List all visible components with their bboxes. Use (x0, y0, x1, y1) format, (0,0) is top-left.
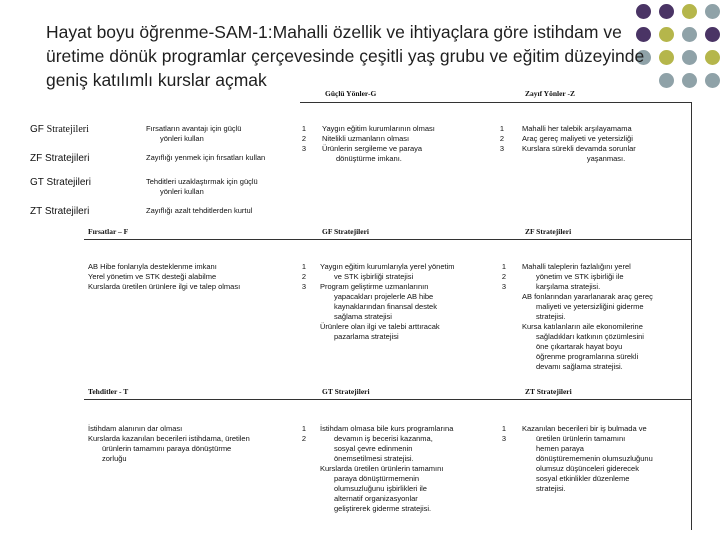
dot (682, 4, 697, 19)
strengths-list: Yaygın eğitim kurumlarının olması Nitelikli uzmanların olması Ürünlerin sergileme ve paraya dönüştürme imkanı. (322, 124, 435, 163)
divider (300, 102, 692, 103)
gf-header: GF Stratejileri (322, 227, 369, 236)
strengths-header: Güçlü Yönler-G (325, 89, 377, 98)
zf-strategies: Mahalli taleplerin fazlalığını yerel yönetim ve STK işbirliği ile karşılama stratejisi. AB fonlarından yararlanarak araç gereç maliyeti ve yetersizliğini giderme stratejisi. Kursa katılanların aile ekonomilerine sağladıkları katkının çözümlesini öne çıkartarak hayat boyu öğrenme programlarına sürekli devamı sağlama stratejisi. (522, 262, 653, 371)
dot (659, 4, 674, 19)
weaknesses-list: Mahalli her talebik arşılayamama Araç gereç maliyeti ve yetersizliği Kurslara sürekli devamda sorunlar yaşanması. (522, 124, 636, 163)
gf-strategies: Yaygın eğitim kurumlarıyla yerel yönetim ve STK işbirliği stratejisi Program geliştirme uzmanlarının yapacakları projelerle AB hibe kaynaklarından finansal destek sağlama stratejisi Ürünlere olan ilgi ve talebi arttıracak pazarlama stratejisi (320, 262, 455, 341)
page-title (46, 20, 686, 92)
divider (691, 102, 692, 530)
dot (636, 4, 651, 19)
zt-header: ZT Stratejileri (525, 387, 572, 396)
weaknesses-header: Zayıf Yönler -Z (525, 89, 575, 98)
zf-header: ZF Stratejileri (525, 227, 572, 236)
legend-zf-label: ZF Stratejileri (30, 153, 90, 164)
legend-gf-desc: Fırsatların avantajı için güçlü yönleri kullan (146, 124, 242, 143)
divider (84, 239, 692, 240)
gt-strategies: İstihdam olmasa bile kurs programlarına devamın iş becerisi kazanma, sosyal çevre edinmenin önemsetilmesi stratejisi. Kurslarda üretilen ürünlerin tamamını paraya dönüştürmemenin olumsuzluğunu işbirlikleri ile alternatif organizasyonlar geliştirerek giderme stratejisi. (320, 424, 454, 513)
divider (84, 399, 692, 400)
dot (705, 27, 720, 42)
title-line: üretime dönük programlar çerçevesinde çeşitli yaş grubu ve eğitim düzeyinde (46, 46, 645, 66)
strengths-numbers: 1 2 3 (301, 124, 307, 153)
title-line: geniş katılımlı kurslar açmak (46, 70, 267, 90)
zt-strategies: Kazanılan becerileri bir iş bulmada ve üretilen ürünlerin tamamını hemen paraya dönüştürememenin olumsuzluğunu olumsuz düşünceleri giderecek sosyal etkinlikler düzenleme stratejisi. (522, 424, 653, 493)
opportunities-list: AB Hibe fonlarıyla desteklenme imkanı Yerel yönetim ve STK desteği alabilme Kurslarda üretilen ürünlere ilgi ve talep olması (88, 262, 241, 291)
legend-gt-label: GT Stratejileri (30, 177, 91, 188)
gf-numbers: 1 2 3 (301, 262, 307, 291)
dot (705, 4, 720, 19)
legend-gf-label: GF Stratejileri (30, 124, 89, 135)
threats-header: Tehditler - T (88, 387, 129, 396)
legend-zt-label: ZT Stratejileri (30, 206, 90, 217)
legend-gt-desc: Tehditleri uzaklaştırmak için güçlü yönleri kullan (146, 177, 258, 196)
opportunities-header: Fırsatlar – F (88, 227, 129, 236)
gt-header: GT Stratejileri (322, 387, 370, 396)
dot (705, 50, 720, 65)
weaknesses-numbers: 1 2 3 (499, 124, 505, 153)
gt-numbers: 1 2 (301, 424, 307, 443)
title-line: Hayat boyu öğrenme-SAM-1:Mahalli özellik ve ihtiyaçlara göre istihdam ve (46, 22, 622, 42)
zt-numbers: 1 3 (501, 424, 507, 443)
legend-zt-desc: Zayıflığı azalt tehditlerden kurtul (146, 206, 253, 215)
zf-numbers: 1 2 3 (501, 262, 507, 291)
dot (705, 73, 720, 88)
legend-zf-desc: Zayıflığı yenmek için fırsatları kullan (146, 153, 266, 162)
threats-list: İstihdam alanının dar olması Kurslarda kazanılan becerileri istihdama, üretilen ürünlerin tamamını paraya dönüştürme zorluğu (88, 424, 250, 463)
